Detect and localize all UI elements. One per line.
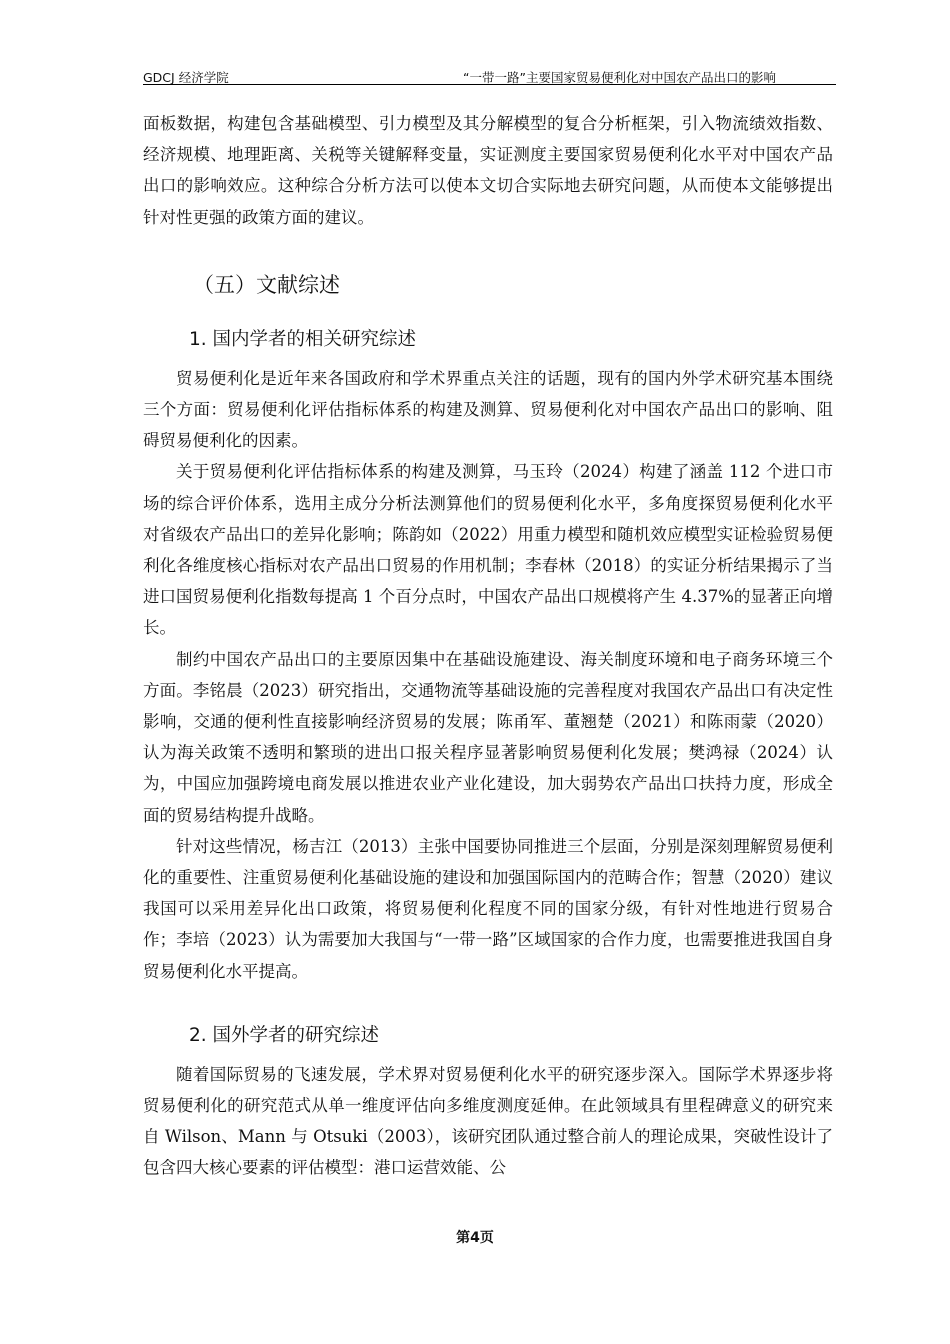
- domestic-paragraph: 贸易便利化是近年来各国政府和学术界重点关注的话题，现有的国内外学术研究基本围绕三个方面：贸易便利化评估指标体系的构建及测算、贸易便利化对中国农产品出口的影响、阻碍贸易便利化的因素。: [143, 368, 833, 451]
- subsection-heading-domestic: 1. 国内学者的相关研究综述: [189, 328, 417, 350]
- page-number: 第4页: [456, 1230, 494, 1246]
- header-divider: [143, 84, 836, 85]
- intro-paragraph: 面板数据，构建包含基础模型、引力模型及其分解模型的复合分析框架，引入物流绩效指数、经济规模、地理距离、关税等关键解释变量，实证测度主要国家贸易便利化水平对中国农产品出口的影响效应。这种综合分析方法可以使本文切合实际地去研究问题，从而使本文能够提出针对性更强的政策方面的建议。: [143, 114, 833, 227]
- domestic-paragraph: 制约中国农产品出口的主要原因集中在基础设施建设、海关制度环境和电子商务环境三个方面。李铭晨（2023）研究指出，交通物流等基础设施的完善程度对我国农产品出口有决定性影响，交通的便利性直接影响经济贸易的发展；陈甬军、董翘楚（2021）和陈雨蒙（2020）认为海关政策不透明和繁琐的进出口报关程序显著影响贸易便利化发展；樊鸿禄（2024）认为，中国应加强跨境电商发展以推进农业产业化建设，加大弱势农产品出口扶持力度，形成全面的贸易结构提升战略。: [143, 649, 833, 825]
- page-body: [143, 108, 833, 1184]
- header-institution: GDCJ 经济学院: [143, 70, 229, 85]
- header-thesis-title: “一带一路”主要国家贸易便利化对中国农产品出口的影响: [463, 70, 776, 85]
- foreign-paragraph: 随着国际贸易的飞速发展，学术界对贸易便利化水平的研究逐步深入。国际学术界逐步将贸易便利化的研究范式从单一维度评估向多维度测度延伸。在此领域具有里程碑意义的研究来自 Wilson、Mann 与 Otsuki（2003），该研究团队通过整合前人的理论成果，突破性设计了包含四大核心要素的评估模型：港口运营效能、公: [143, 1064, 833, 1178]
- page-header: [143, 66, 836, 86]
- subsection-heading-foreign: 2. 国外学者的研究综述: [189, 1024, 380, 1046]
- domestic-paragraph: 针对这些情况，杨吉江（2013）主张中国要协同推进三个层面，分别是深刻理解贸易便利化的重要性、注重贸易便利化基础设施的建设和加强国际国内的范畴合作；智慧（2020）建议我国可以采用差异化出口政策，将贸易便利化程度不同的国家分级，有针对性地进行贸易合作；李培（2023）认为需要加大我国与“一带一路”区域国家的合作力度，也需要推进我国自身贸易便利化水平提高。: [143, 836, 833, 981]
- section-heading-literature-review: （五）文献综述: [193, 272, 340, 297]
- domestic-paragraph: 关于贸易便利化评估指标体系的构建及测算，马玉玲（2024）构建了涵盖 112 个进口市场的综合评价体系，选用主成分分析法测算他们的贸易便利化水平，多角度探贸易便利化水平对省级农产品出口的差异化影响；陈韵如（2022）用重力模型和随机效应模型实证检验贸易便利化各维度核心指标对农产品出口贸易的作用机制；李春林（2018）的实证分析结果揭示了当进口国贸易便利化指数每提高 1 个百分点时，中国农产品出口规模将产生 4.37%的显著正向增长。: [143, 462, 833, 638]
